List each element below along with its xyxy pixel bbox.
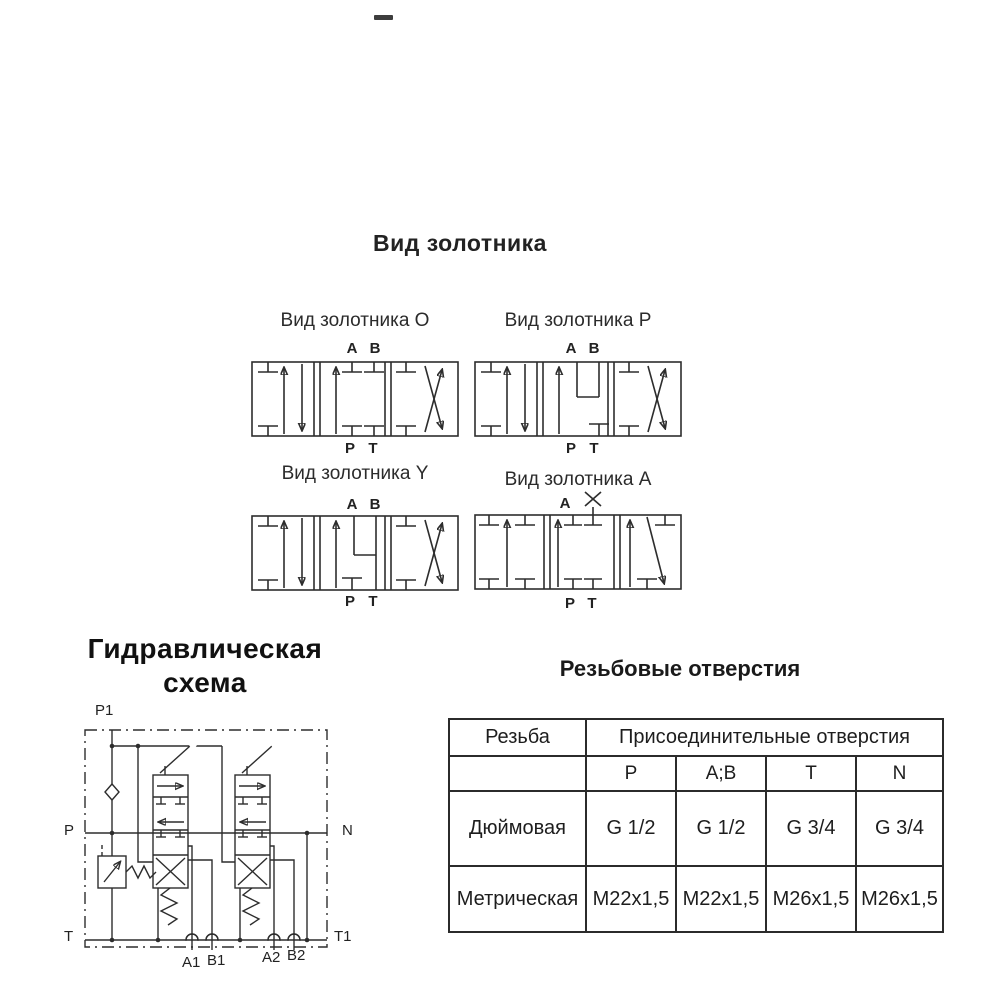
t-line xyxy=(85,934,327,940)
thread-holes-table xyxy=(448,718,944,933)
cell-value: M26x1,5 xyxy=(856,866,943,932)
schematic-label-t1: T1 xyxy=(334,928,352,945)
valve-figure-p xyxy=(472,306,684,458)
hydraulic-schematic-heading xyxy=(40,632,370,699)
valve-p-title: Вид золотника P xyxy=(504,310,652,331)
spring-icon xyxy=(161,888,177,925)
schematic-label-a2: A2 xyxy=(262,949,281,966)
schematic-label-n: N xyxy=(342,822,353,839)
dash-decoration xyxy=(374,15,393,20)
table-header-port-ab: A;B xyxy=(676,756,766,791)
plugged-port-icon xyxy=(585,492,601,515)
schematic-label-a1: A1 xyxy=(182,954,201,971)
valve-y-title: Вид золотника Y xyxy=(281,463,429,484)
valve-a-diagram xyxy=(474,486,682,590)
schematic-label-b2: B2 xyxy=(287,947,306,964)
table-header-port-n: N xyxy=(856,756,943,791)
table-header-port-p: P xyxy=(586,756,676,791)
cell-value: M22x1,5 xyxy=(586,866,676,932)
cell-value: G 3/4 xyxy=(856,791,943,866)
port-label-a: A xyxy=(346,496,358,513)
table-header-port-t: T xyxy=(766,756,856,791)
schematic-label-p: P xyxy=(64,822,75,839)
lever-icon xyxy=(242,740,279,775)
port-label-p: P xyxy=(564,595,576,612)
port-label-t: T xyxy=(368,440,378,457)
port-label-a: A xyxy=(346,340,358,357)
table-empty-cell xyxy=(449,756,586,791)
port-label-a: A xyxy=(565,340,577,357)
table-header-ports-group: Присоединительные отверстия xyxy=(586,719,943,756)
valve-o-title: Вид золотника O xyxy=(280,310,430,331)
table-header-row xyxy=(449,719,943,756)
row-label: Метрическая xyxy=(449,866,586,932)
enclosure-border xyxy=(85,730,327,947)
port-label-t: T xyxy=(368,593,378,610)
port-label-b: B xyxy=(588,340,600,357)
thread-table-title: Резьбовые отверстия xyxy=(559,656,801,681)
valve-o-diagram xyxy=(251,361,459,437)
lever-icon xyxy=(160,740,197,775)
check-valve-icon xyxy=(105,784,119,800)
cell-value: M22x1,5 xyxy=(676,866,766,932)
port-label-p: P xyxy=(344,440,356,457)
cell-value: G 1/2 xyxy=(586,791,676,866)
schematic-label-p1: P1 xyxy=(95,702,114,719)
port-label-b: B xyxy=(369,496,381,513)
valve-figure-o xyxy=(250,306,460,458)
hydraulic-schematic-heading-line1: Гидравлическая xyxy=(87,633,323,664)
valve-y-diagram xyxy=(251,515,459,591)
port-label-p: P xyxy=(565,440,577,457)
port-label-a: A xyxy=(559,495,571,512)
hydraulic-schematic-heading-line2: схема xyxy=(163,666,247,698)
table-row-metric xyxy=(449,866,943,932)
table-row-inch xyxy=(449,791,943,866)
valve-figure-a xyxy=(472,461,684,619)
spring-icon xyxy=(243,888,259,925)
valve-figure-y xyxy=(250,459,460,614)
port-label-p: P xyxy=(344,593,356,610)
spool-section-title: Вид золотника xyxy=(373,230,547,256)
relief-valve-icon xyxy=(98,842,156,940)
valve-p-diagram xyxy=(474,361,682,437)
table-subheader-row xyxy=(449,756,943,791)
schematic-label-t: T xyxy=(64,928,74,945)
cell-value: M26x1,5 xyxy=(766,866,856,932)
valve-a-title: Вид золотника A xyxy=(504,469,652,490)
cell-value: G 3/4 xyxy=(766,791,856,866)
hydraulic-schematic-diagram xyxy=(58,696,358,981)
schematic-label-b1: B1 xyxy=(207,952,226,969)
port-label-t: T xyxy=(587,595,597,612)
cell-value: G 1/2 xyxy=(676,791,766,866)
port-label-b: B xyxy=(369,340,381,357)
row-label: Дюймовая xyxy=(449,791,586,866)
table-header-thread: Резьба xyxy=(449,719,586,756)
port-label-t: T xyxy=(589,440,599,457)
